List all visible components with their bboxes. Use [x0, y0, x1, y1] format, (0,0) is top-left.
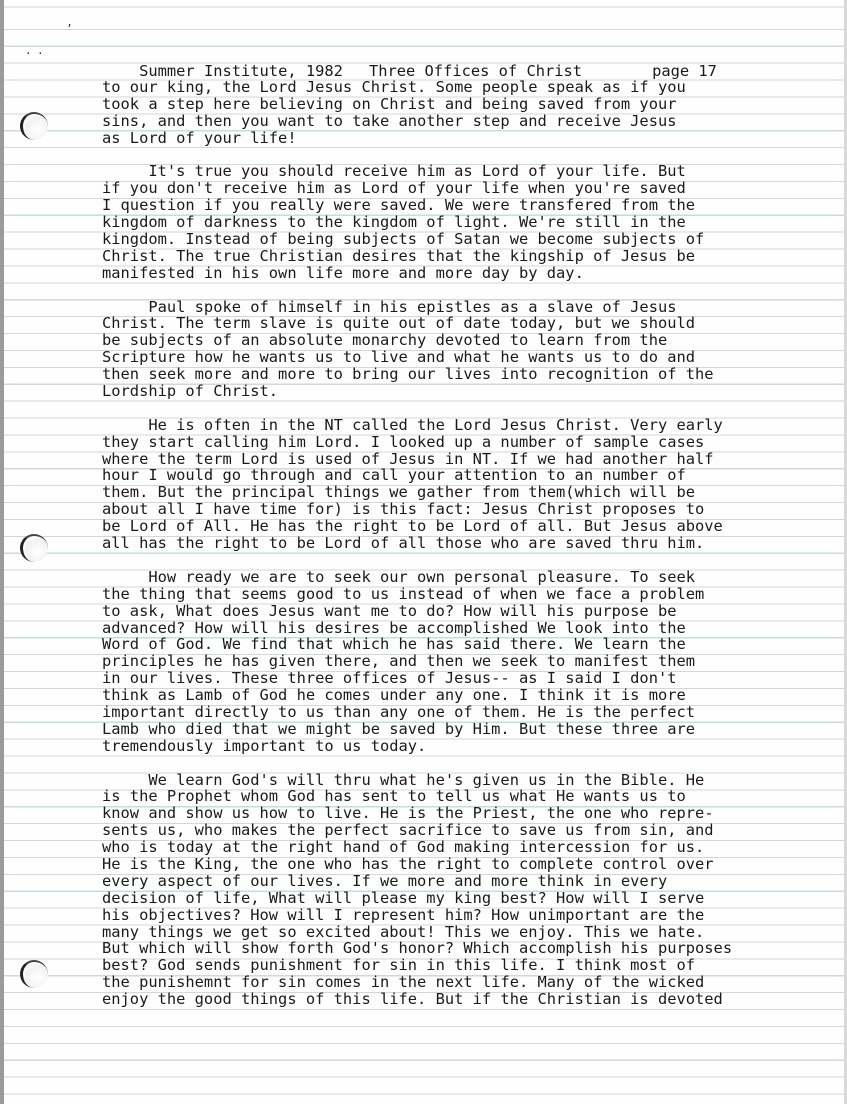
text-line: Christ. The true Christian desires that the kingship of Jesus be: [102, 246, 696, 265]
text-line: But which will show forth God's honor? Which accomplish his purposes: [102, 939, 733, 958]
paragraph: [102, 163, 802, 281]
text-line: his objectives? How will I represent him? How unimportant are the: [102, 905, 705, 924]
text-line: He is often in the NT called the Lord Jesus Christ. Very early: [102, 415, 723, 434]
text-line: tremendously important to us today.: [102, 736, 427, 755]
text-line: the punishemnt for sin comes in the next life. Many of the wicked: [102, 973, 705, 992]
header-page-number: page 17: [652, 62, 717, 80]
text-line: in our lives. These three offices of Jesus-- as I said I don't: [102, 669, 677, 688]
text-line: be subjects of an absolute monarchy devoted to learn from the: [102, 331, 668, 350]
text-line: decision of life, What will please my king best? How will I serve: [102, 888, 705, 907]
text-line: think as Lamb of God he comes under any one. I think it is more: [102, 686, 686, 705]
paragraph: [102, 569, 802, 755]
text-line: to our king, the Lord Jesus Christ. Some people speak as if you: [102, 78, 686, 96]
text-line: principles he has given there, and then we seek to manifest them: [102, 652, 696, 671]
text-line: as Lord of your life!: [102, 128, 297, 147]
text-line: Lamb who died that we might be saved by Him. But these three are: [102, 719, 696, 738]
text-line: Paul spoke of himself in his epistles as a slave of Jesus: [102, 297, 677, 316]
header-title: Three Offices of Christ: [368, 62, 583, 80]
text-line: I question if you really were saved. We were transfered from the: [102, 196, 696, 215]
text-line: all has the right to be Lord of all those who are saved thru him.: [102, 534, 705, 553]
text-line: they start calling him Lord. I looked up a number of sample cases: [102, 432, 705, 451]
text-line: Scripture how he wants us to live and what he wants us to do and: [102, 348, 696, 367]
paper-speck: ·: [25, 47, 32, 60]
text-line: is the Prophet whom God has sent to tell us what He wants us to: [102, 787, 686, 806]
binder-hole-top: [20, 112, 48, 140]
paragraph: [102, 417, 802, 552]
text-line: Word of God. We find that which he has said there. We learn the: [102, 635, 686, 654]
document-body: [102, 79, 802, 1025]
text-line: know and show us how to live. He is the Priest, the one who repre-: [102, 804, 714, 823]
text-line: kingdom. Instead of being subjects of Satan we become subjects of: [102, 230, 705, 249]
paper-speck: ·: [37, 47, 44, 60]
binder-hole-bottom: [20, 960, 48, 988]
text-line: sents us, who makes the perfect sacrifice to save us from sin, and: [102, 821, 714, 840]
text-line: How ready we are to seek our own personal pleasure. To seek: [102, 567, 696, 586]
text-line: took a step here believing on Christ and being saved from your: [102, 94, 677, 113]
text-line: best? God sends punishment for sin in this life. I think most of: [102, 956, 696, 975]
text-line: if you don't receive him as Lord of your life when you're saved: [102, 179, 686, 198]
text-line: kingdom of darkness to the kingdom of light. We're still in the: [102, 213, 686, 232]
text-line: every aspect of our lives. If we more and more think in every: [102, 871, 668, 890]
text-line: He is the King, the one who has the right to complete control over: [102, 854, 714, 873]
text-line: be Lord of All. He has the right to be Lord of all. But Jesus above: [102, 517, 723, 536]
paragraph: [102, 772, 802, 1008]
text-line: Lordship of Christ.: [102, 382, 279, 401]
text-line: where the term Lord is used of Jesus in NT. If we had another half: [102, 449, 714, 468]
text-line: many things we get so excited about! This we enjoy. This we hate.: [102, 922, 705, 941]
header-institute: Summer Institute, 1982: [139, 62, 343, 80]
text-line: about all I have time for) is this fact: Jesus Christ proposes to: [102, 500, 705, 519]
paragraph: [102, 299, 802, 400]
text-line: We learn God's will thru what he's given us in the Bible. He: [102, 770, 705, 789]
page-left-edge: [0, 0, 4, 1104]
text-line: It's true you should receive him as Lord of your life. But: [102, 162, 686, 181]
text-line: the thing that seems good to us instead of when we face a problem: [102, 584, 705, 603]
text-line: who is today at the right hand of God making intercession for us.: [102, 838, 705, 857]
text-line: manifested in his own life more and more day by day.: [102, 263, 584, 282]
binder-hole-middle: [20, 534, 48, 562]
text-line: Christ. The term slave is quite out of date today, but we should: [102, 314, 696, 333]
text-line: hour I would go through and call your attention to an number of: [102, 466, 686, 485]
text-line: them. But the principal things we gather from them(which will be: [102, 483, 696, 502]
text-line: to ask, What does Jesus want me to do? How will his purpose be: [102, 601, 677, 620]
text-line: then seek more and more to bring our lives into recognition of the: [102, 365, 714, 384]
text-line: enjoy the good things of this life. But if the Christian is devoted: [102, 990, 723, 1009]
text-line: advanced? How will his desires be accomplished We look into the: [102, 618, 686, 637]
text-line: sins, and then you want to take another step and receive Jesus: [102, 111, 677, 130]
text-line: important directly to us than any one of them. He is the perfect: [102, 702, 696, 721]
paper-speck: ’: [66, 22, 73, 35]
paragraph: [102, 79, 802, 147]
